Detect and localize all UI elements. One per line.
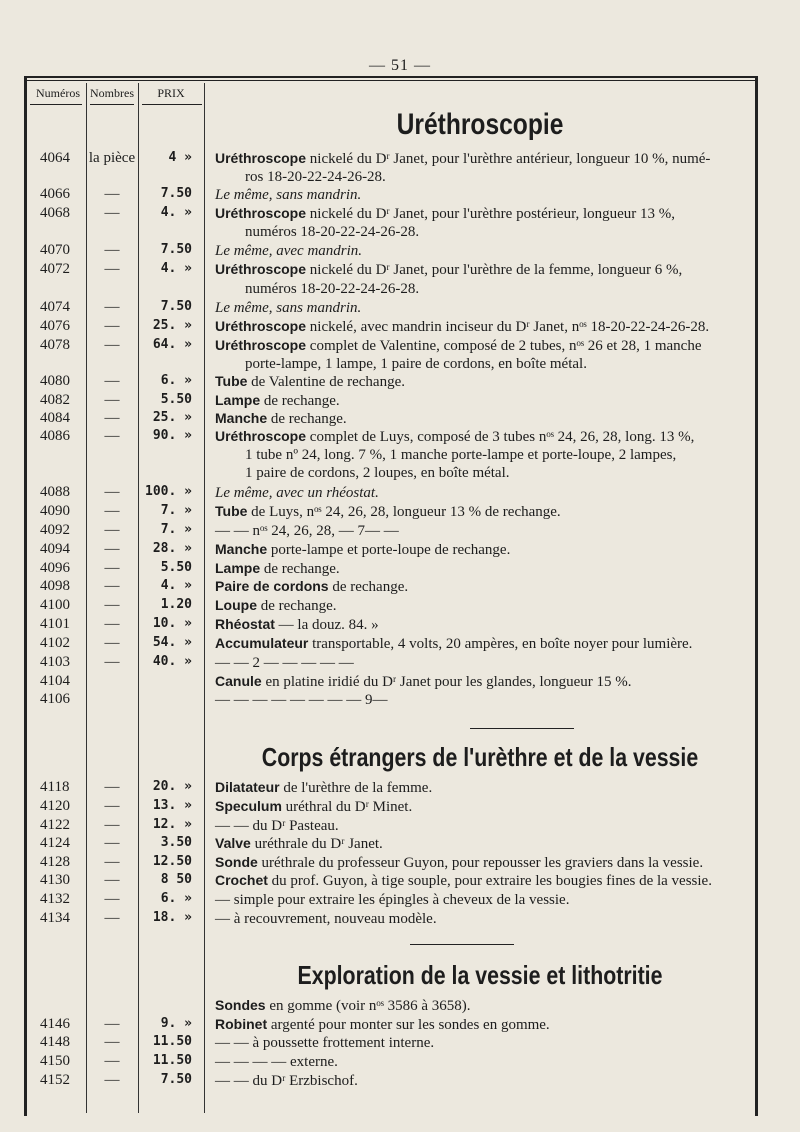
item-number: 4090 [40, 503, 70, 519]
item-quantity: — [104, 392, 120, 408]
item-description [215, 540, 745, 559]
item-description [215, 1033, 745, 1052]
item-name: Manche [215, 410, 268, 426]
item-number: 4072 [40, 261, 70, 277]
item-name: Accumulateur [215, 635, 309, 651]
item-description [215, 559, 745, 578]
item-description [215, 653, 745, 672]
section-separator [410, 944, 514, 945]
item-description [215, 615, 745, 634]
item-name: Tube [215, 503, 248, 519]
item-number: 4104 [40, 673, 70, 689]
item-quantity: — [104, 798, 120, 814]
item-price: 25. » [152, 410, 192, 425]
item-quantity: — [104, 616, 120, 632]
item-quantity: — [104, 835, 120, 851]
item-price: 7. » [160, 522, 192, 537]
item-description [215, 1071, 745, 1090]
item-quantity: — [104, 817, 120, 833]
item-price: 20. » [152, 779, 192, 794]
item-price: 10. » [152, 616, 192, 631]
item-number: 4128 [40, 854, 70, 870]
item-price: 8 50 [160, 872, 192, 887]
item-text: nickelé du Dʳ Janet, pour l'urèthre de la femme, longueur 6 %, [306, 262, 683, 278]
item-text: Le même, avec mandrin. [215, 243, 363, 259]
item-quantity: — [104, 1053, 120, 1069]
item-price: 9. » [160, 1016, 192, 1031]
item-number: 4064 [40, 150, 70, 166]
item-price: 6. » [160, 891, 192, 906]
item-description [215, 149, 745, 168]
item-name: Paire de cordons [215, 578, 329, 594]
item-number: 4118 [40, 779, 70, 795]
item-name: Loupe [215, 597, 257, 613]
item-description [215, 298, 745, 317]
item-description [215, 577, 745, 596]
item-description [215, 797, 745, 816]
item-name: Tube [215, 373, 248, 389]
item-description [215, 204, 745, 223]
item-number: 4134 [40, 910, 70, 926]
item-quantity: — [104, 779, 120, 795]
item-quantity: — [104, 318, 120, 334]
item-price: 11.50 [152, 1053, 192, 1068]
item-price: 4 » [168, 150, 192, 165]
item-text: ros 18-20-22-24-26-28. [245, 169, 386, 185]
item-text: 1 tube nº 24, long. 7 %, 1 manche porte-lampe et porte-loupe, 2 lampes, [245, 447, 677, 463]
item-name: Manche [215, 541, 268, 557]
item-price: 12. » [152, 817, 192, 832]
item-quantity: — [104, 428, 120, 444]
item-quantity: — [104, 186, 120, 202]
item-quantity: — [104, 522, 120, 538]
item-text: de Valentine de rechange. [247, 374, 405, 390]
item-number: 4096 [40, 560, 70, 576]
item-number: 4124 [40, 835, 70, 851]
item-text: Le même, sans mandrin. [215, 300, 362, 316]
item-price: 4. » [160, 578, 192, 593]
item-description [215, 834, 745, 853]
item-price: 3.50 [160, 835, 192, 850]
item-description [215, 890, 745, 909]
item-number: 4100 [40, 597, 70, 613]
section-separator [470, 728, 574, 729]
item-quantity: — [104, 410, 120, 426]
item-quantity: — [104, 1016, 120, 1032]
item-name: Rhéostat [215, 616, 275, 632]
item-description [215, 167, 745, 186]
item-price: 90. » [152, 428, 192, 443]
item-name: Uréthroscope [215, 205, 307, 221]
item-text: — simple pour extraire les épingles à cheveux de la vessie. [215, 892, 570, 908]
item-text: — — nᵒˢ 24, 26, 28, — 7— — [215, 523, 399, 539]
item-number: 4070 [40, 242, 70, 258]
item-quantity: — [104, 872, 120, 888]
item-text: argenté pour monter sur les sondes en gomme. [267, 1017, 550, 1033]
item-price: 18. » [152, 910, 192, 925]
item-price: 13. » [152, 798, 192, 813]
item-text: porte-lampe et porte-loupe de rechange. [267, 542, 511, 558]
item-quantity: — [104, 242, 120, 258]
item-number: 4078 [40, 337, 70, 353]
item-name: Robinet [215, 1016, 268, 1032]
item-price: 11.50 [152, 1034, 192, 1049]
item-text: complet de Luys, composé de 3 tubes nᵒˢ 24, 26, 28, long. 13 %, [306, 429, 695, 445]
item-quantity: — [104, 910, 120, 926]
item-number: 4130 [40, 872, 70, 888]
item-text: de rechange. [257, 598, 337, 614]
item-text: complet de Valentine, composé de 2 tubes, nᵒˢ 26 et 28, 1 manche [306, 338, 702, 354]
item-description [215, 372, 745, 391]
item-text: porte-lampe, 1 lampe, 1 paire de cordons, en boîte métal. [245, 356, 587, 372]
item-quantity: — [104, 1034, 120, 1050]
item-quantity: — [104, 854, 120, 870]
item-price: 5.50 [160, 560, 192, 575]
item-text: — — 2 — — — — — [215, 655, 354, 671]
item-number: 4086 [40, 428, 70, 444]
item-name: Uréthroscope [215, 150, 307, 166]
header-rule [30, 104, 82, 105]
item-text: de rechange. [267, 411, 347, 427]
item-price: 7.50 [160, 1072, 192, 1087]
item-price: 1.20 [160, 597, 192, 612]
header-rule [142, 104, 202, 105]
item-description [215, 1015, 745, 1034]
column-divider-3 [204, 83, 205, 1113]
item-price: 7. » [160, 503, 192, 518]
item-name: Crochet [215, 872, 268, 888]
item-description [215, 596, 745, 615]
item-description [215, 445, 745, 464]
item-text: en gomme (voir nᵒˢ 3586 à 3658). [265, 998, 471, 1014]
header-rule [90, 104, 134, 105]
item-number: 4102 [40, 635, 70, 651]
column-header-prix: PRIX [157, 86, 185, 100]
item-text: uréthrale du Dʳ Janet. [250, 836, 383, 852]
item-description [215, 427, 745, 446]
item-text: de rechange. [260, 393, 340, 409]
item-price: 4. » [160, 261, 192, 276]
item-name: Canule [215, 673, 262, 689]
item-name: Uréthroscope [215, 428, 307, 444]
item-description [215, 672, 745, 691]
item-number: 4150 [40, 1053, 70, 1069]
item-number: 4132 [40, 891, 70, 907]
item-number: 4080 [40, 373, 70, 389]
item-number: 4120 [40, 798, 70, 814]
item-number: 4098 [40, 578, 70, 594]
item-text: en platine iridié du Dʳ Janet pour les glandes, longueur 15 %. [261, 674, 632, 690]
item-description [215, 279, 745, 298]
item-number: 4106 [40, 691, 70, 707]
item-quantity: — [104, 578, 120, 594]
item-quantity: — [104, 484, 120, 500]
item-text: uréthral du Dʳ Minet. [281, 799, 413, 815]
item-description [215, 521, 745, 540]
item-number: 4074 [40, 299, 70, 315]
item-quantity: — [104, 337, 120, 353]
column-header-numeros: Numéros [36, 86, 80, 100]
item-name: Uréthroscope [215, 318, 307, 334]
item-price: 28. » [152, 541, 192, 556]
item-number: 4092 [40, 522, 70, 538]
item-text: — — du Dʳ Erzbischof. [215, 1073, 358, 1089]
item-text: de l'urèthre de la femme. [279, 780, 433, 796]
item-quantity: — [104, 373, 120, 389]
item-description [215, 1052, 745, 1071]
item-text: — — à poussette frottement interne. [215, 1035, 435, 1051]
item-price: 7.50 [160, 242, 192, 257]
item-text: — — — — — — — — 9— [215, 692, 388, 708]
section-title-urethroscopie: Uréthroscopie [396, 108, 564, 141]
item-description [215, 241, 745, 260]
item-number: 4103 [40, 654, 70, 670]
item-price: 40. » [152, 654, 192, 669]
item-text: Le même, avec un rhéostat. [215, 485, 379, 501]
item-name: Dilatateur [215, 779, 280, 795]
item-quantity: — [104, 635, 120, 651]
item-number: 4084 [40, 410, 70, 426]
item-price: 7.50 [160, 186, 192, 201]
item-price: 100. » [145, 484, 192, 499]
item-price: 6. » [160, 373, 192, 388]
item-description [215, 463, 745, 482]
item-text: uréthrale du professeur Guyon, pour repousser les graviers dans la vessie. [257, 855, 704, 871]
item-name: Lampe [215, 392, 261, 408]
item-description [215, 909, 745, 928]
item-price: 12.50 [152, 854, 192, 869]
item-quantity: — [104, 299, 120, 315]
item-name: Sonde [215, 854, 258, 870]
item-quantity: — [104, 261, 120, 277]
item-text: transportable, 4 volts, 20 ampères, en boîte noyer pour lumière. [308, 636, 693, 652]
item-name: Lampe [215, 560, 261, 576]
item-description [215, 260, 745, 279]
item-price: 5.50 [160, 392, 192, 407]
item-description [215, 871, 745, 890]
item-quantity: — [104, 597, 120, 613]
item-quantity: — [104, 503, 120, 519]
item-number: 4101 [40, 616, 70, 632]
item-text: nickelé du Dʳ Janet, pour l'urèthre postérieur, longueur 13 %, [306, 206, 676, 222]
item-description [215, 354, 745, 373]
item-name: Sondes [215, 997, 266, 1013]
item-number: 4122 [40, 817, 70, 833]
item-description [215, 409, 745, 428]
item-text: — — — — externe. [215, 1054, 338, 1070]
item-number: 4152 [40, 1072, 70, 1088]
item-quantity: — [104, 891, 120, 907]
item-number: 4076 [40, 318, 70, 334]
item-name: Speculum [215, 798, 282, 814]
item-price: 64. » [152, 337, 192, 352]
column-header-nombres: Nombres [90, 86, 134, 100]
item-description [215, 853, 745, 872]
item-text: — la douz. 84. » [274, 617, 379, 633]
item-number: 4082 [40, 392, 70, 408]
item-number: 4146 [40, 1016, 70, 1032]
item-description [215, 502, 745, 521]
item-number: 4068 [40, 205, 70, 221]
item-quantity: — [104, 541, 120, 557]
item-text: Le même, sans mandrin. [215, 187, 362, 203]
item-description [215, 222, 745, 241]
item-text: numéros 18-20-22-24-26-28. [245, 224, 420, 240]
item-text: de rechange. [328, 579, 409, 595]
item-quantity: — [104, 1072, 120, 1088]
section-title-corps-etrangers: Corps étrangers de l'urèthre et de la vessie [261, 742, 699, 772]
page-number: — 51 — [369, 57, 431, 74]
section-title-exploration: Exploration de la vessie et lithotritie [297, 960, 663, 990]
item-text: de rechange. [260, 561, 340, 577]
column-divider-2 [138, 83, 139, 1113]
item-text: nickelé, avec mandrin inciseur du Dʳ Janet, nᵒˢ 18-20-22-24-26-28. [306, 319, 710, 335]
item-description [215, 816, 745, 835]
item-text: de Luys, nᵒˢ 24, 26, 28, longueur 13 % de rechange. [247, 504, 561, 520]
item-description [215, 317, 745, 336]
item-number: 4066 [40, 186, 70, 202]
item-text: du prof. Guyon, à tige souple, pour extraire les bougies fines de la vessie. [267, 873, 712, 889]
item-name: Valve [215, 835, 251, 851]
item-quantity: la pièce [88, 150, 136, 166]
item-number: 4148 [40, 1034, 70, 1050]
item-text: nickelé du Dʳ Janet, pour l'urèthre antérieur, longueur 10 %, numé- [306, 151, 711, 167]
item-text: 1 paire de cordons, 2 loupes, en boîte métal. [245, 465, 510, 481]
item-description [215, 690, 745, 709]
item-price: 25. » [152, 318, 192, 333]
item-text: numéros 18-20-22-24-26-28. [245, 281, 420, 297]
item-price: 54. » [152, 635, 192, 650]
item-text: — — du Dʳ Pasteau. [215, 818, 339, 834]
item-quantity: — [104, 560, 120, 576]
item-name: Uréthroscope [215, 261, 307, 277]
item-text: — à recouvrement, nouveau modèle. [215, 911, 437, 927]
item-description [215, 391, 745, 410]
item-description [215, 778, 745, 797]
item-price: 7.50 [160, 299, 192, 314]
item-number: 4094 [40, 541, 70, 557]
frame-double-rule [24, 80, 758, 81]
item-number: 4088 [40, 484, 70, 500]
item-price: 4. » [160, 205, 192, 220]
item-quantity: — [104, 205, 120, 221]
item-description [215, 483, 745, 502]
item-description [215, 185, 745, 204]
item-description [215, 336, 745, 355]
item-description [215, 634, 745, 653]
item-description [215, 996, 745, 1015]
item-name: Uréthroscope [215, 337, 307, 353]
item-quantity: — [104, 654, 120, 670]
